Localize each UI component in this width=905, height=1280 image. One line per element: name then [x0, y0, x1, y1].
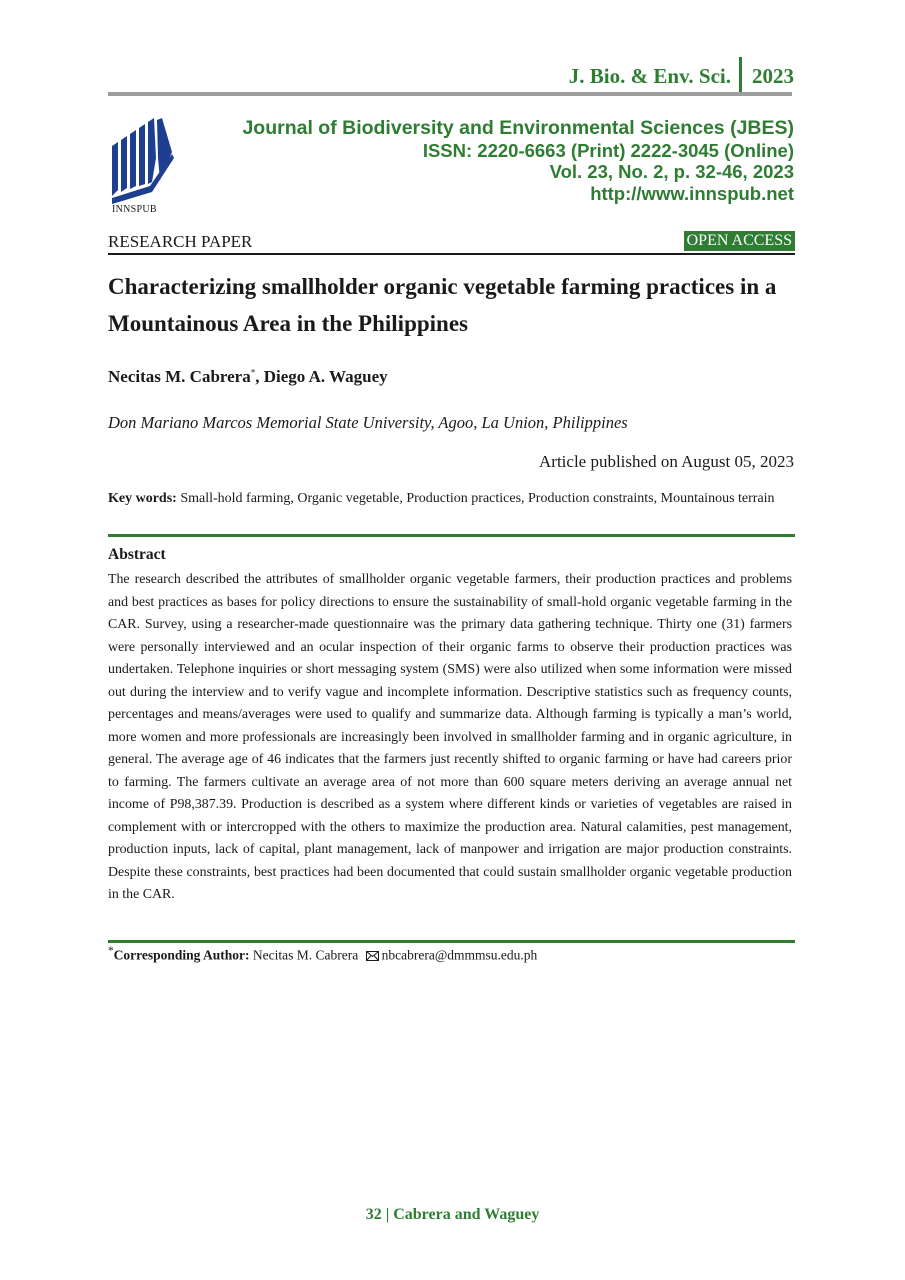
abstract-text: The research described the attributes of smallholder organic vegetable farmers, their production practices and problems and best practices as bases for policy directions to ensure the sustainability of small-hold organic vegetable farming in the CAR. Survey, using a researcher-made questionnaire was the primary data gathering technique. Thirty one (31) farmers were personally interviewed and an ocular inspection of their organic farms to observe their production practices was undertaken. Telephone inquiries or short messaging system (SMS) were also utilized when some information were missed out during the interview and to verify vague and incomplete information. Descriptive statistics such as frequency counts, percentages and means/averages were used to qualify and summarize data. Although farming is typically a man’s world, more women and more professionals are increasingly been involved in smallholder farming and in organic agriculture, in general. The average age of 46 indicates that the farmers just recently shifted to organic farming or have had careers prior to farming. The farmers cultivate an average area of not more than 600 square meters deriving an average annual net income of P98,387.39. Production is described as a system where different kinds or varieties of vegetables are raised in complement with or intercropped with the others to maximize the production area. Natural calamities, pest management, production inputs, lack of capital, plant management, lack of manpower and irrigation are major production constraints. Despite these constraints, best practices had been documented that could sustain smallholder organic vegetable production in the CAR. — [108, 572, 792, 902]
journal-issn: ISSN: 2220-6663 (Print) 2222-3045 (Online) — [422, 139, 794, 161]
abstract-top-rule — [108, 534, 795, 537]
section-rule — [108, 253, 795, 255]
open-access-badge: OPEN ACCESS — [684, 231, 795, 251]
publication-date: Article published on August 05, 2023 — [539, 452, 794, 471]
affiliation: Don Mariano Marcos Memorial State University, Agoo, La Union, Philippines — [108, 413, 628, 432]
running-header — [569, 58, 794, 94]
abstract-bottom-rule — [108, 940, 795, 943]
publisher-name: INNSPUB — [112, 204, 157, 215]
corresponding-label: Corresponding Author: — [113, 947, 250, 963]
journal-info — [242, 118, 794, 204]
author-separator: , — [255, 367, 260, 386]
page-number: 32 — [365, 1206, 382, 1223]
section-row — [108, 232, 795, 254]
envelope-icon — [366, 951, 379, 961]
corresponding-author-mark: * — [108, 945, 114, 957]
page-footer — [0, 1206, 905, 1224]
keywords — [108, 488, 788, 510]
corresponding-email[interactable]: nbcabrera@dmmmsu.edu.ph — [381, 947, 538, 963]
corresponding-mark: * — [250, 367, 256, 378]
keywords-list: Small-hold farming, Organic vegetable, Production practices, Production constraints, Mountainous terrain — [180, 491, 775, 506]
abstract-heading: Abstract — [108, 546, 166, 563]
corresponding-name: Necitas M. Cabrera — [252, 947, 359, 963]
article-type: RESEARCH PAPER — [108, 232, 253, 251]
header-rule — [108, 92, 792, 96]
innspub-logo-icon — [110, 118, 176, 214]
article-title: Characterizing smallholder organic vegetable farming practices in a Mountainous Area in the Philippines — [108, 274, 777, 336]
keywords-label: Key words: — [108, 491, 177, 506]
footer-separator: | — [385, 1206, 390, 1223]
author-1: Necitas M. Cabrera — [108, 367, 251, 386]
journal-volume: Vol. 23, No. 2, p. 32-46, 2023 — [549, 161, 794, 182]
author-list — [108, 367, 388, 387]
journal-url[interactable]: http://www.innspub.net — [590, 182, 794, 204]
corresponding-author — [108, 945, 537, 964]
author-2: Diego A. Waguey — [263, 367, 388, 386]
journal-year: 2023 — [752, 63, 794, 88]
footer-authors: Cabrera and Waguey — [393, 1206, 540, 1223]
journal-title: Journal of Biodiversity and Environmental Sciences (JBES) — [242, 117, 794, 139]
journal-abbrev: J. Bio. & Env. Sci. — [568, 63, 731, 88]
